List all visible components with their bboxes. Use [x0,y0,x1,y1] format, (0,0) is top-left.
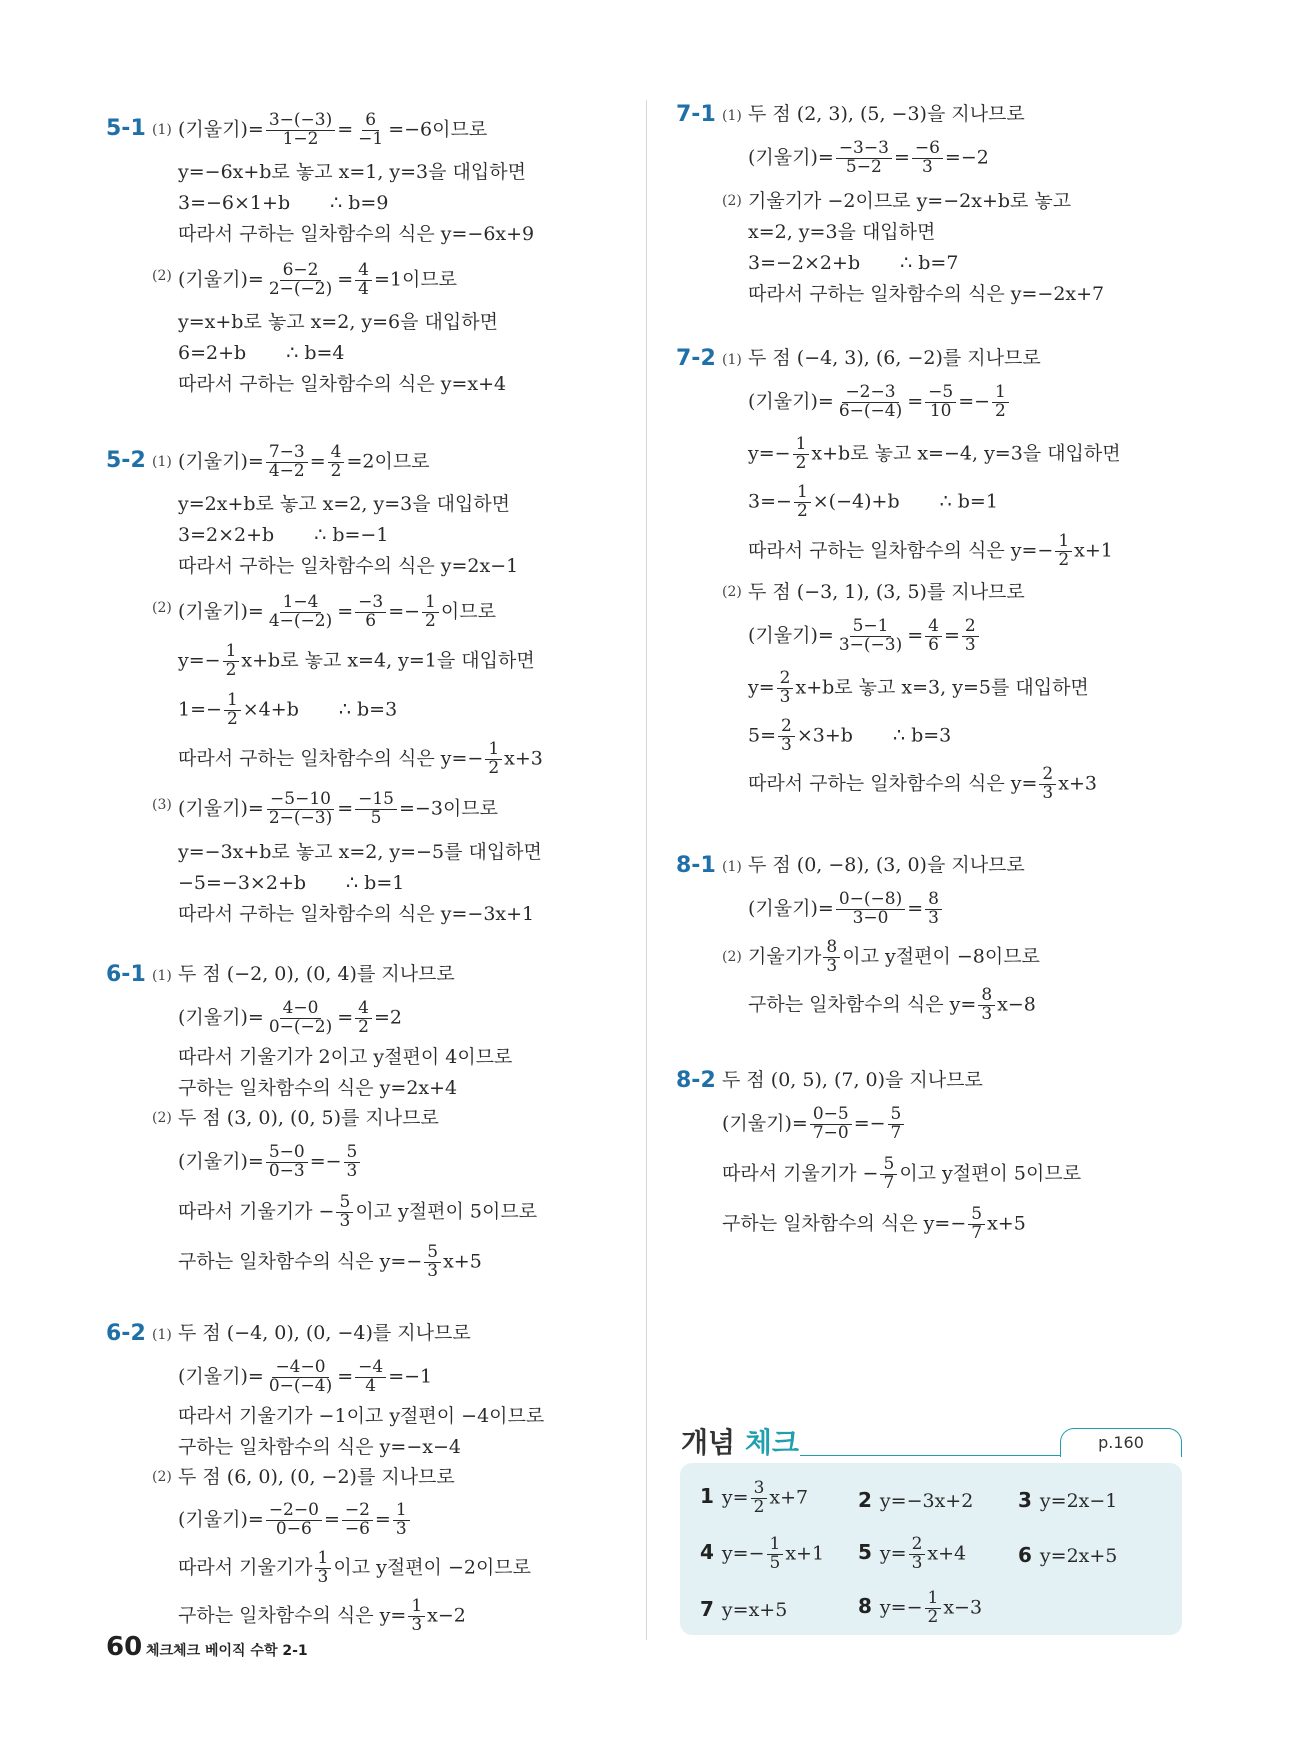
slope-line: (기울기)= $\frac{-3-3}{5-2}$ = $\frac{-6}{3}$ =−2 [748,138,989,177]
sub-label: (1) [722,859,742,875]
text-line: 따라서 구하는 일차함수의 식은 y=x+4 [178,373,507,395]
text-line: 두 점 (2, 3), (5, −3)을 지나므로 [748,103,1025,125]
answer-item: 5 y= $\frac{2}{3}$ x+4 [858,1534,967,1573]
answer-item: 6 y=2x+5 [1018,1543,1118,1567]
text-line: 두 점 (−3, 1), (3, 5)를 지나므로 [748,581,1025,603]
text-line: 따라서 구하는 일차함수의 식은 y=− $\frac{1}{2}$ x+1 [748,531,1113,570]
answer-item: 1 y= $\frac{3}{2}$ x+7 [700,1478,809,1517]
answer-item: 3 y=2x−1 [1018,1488,1118,1512]
answer-item: 8 y=− $\frac{1}{2}$ x−3 [858,1588,983,1627]
text-line: −5=−3×2+b ∴ b=1 [178,872,405,894]
problem-number: 8-1 [676,853,716,878]
sub-label: (1) [722,352,742,368]
text-line: 두 점 (6, 0), (0, −2)를 지나므로 [178,1466,455,1488]
text-line: 따라서 기울기가 −1이고 y절편이 −4이므로 [178,1405,545,1427]
text-line: 구하는 일차함수의 식은 y=− $\frac{5}{3}$ x+5 [178,1242,482,1281]
text-line: 따라서 구하는 일차함수의 식은 y=2x−1 [178,555,519,577]
text-line: 두 점 (0, −8), (3, 0)을 지나므로 [748,854,1025,876]
column-divider [646,100,647,1640]
sub-label: (1) [152,968,172,984]
text-line: 두 점 (−4, 3), (6, −2)를 지나므로 [748,347,1041,369]
text-line: 구하는 일차함수의 식은 y= $\frac{8}{3}$ x−8 [748,985,1036,1024]
text-line: 두 점 (−4, 0), (0, −4)를 지나므로 [178,1322,471,1344]
text-line: 3=2×2+b ∴ b=−1 [178,524,389,546]
slope-line: (기울기)= $\frac{3-(-3)}{1-2}$ = $\frac{6}{-1}$ =−6이므로 [178,110,488,149]
slope-line: (기울기)= $\frac{7-3}{4-2}$ = $\frac{4}{2}$ =2이므로 [178,442,430,481]
text-line: y=− $\frac{1}{2}$ x+b로 놓고 x=−4, y=3을 대입하면 [748,434,1121,473]
slope-line: (기울기)= $\frac{0-5}{7-0}$ =− $\frac{5}{7}$ [722,1106,906,1143]
text-line: 따라서 구하는 일차함수의 식은 y=−2x+7 [748,283,1105,305]
text-line: 따라서 구하는 일차함수의 식은 y=−3x+1 [178,903,535,925]
slope-line: (기울기)= $\frac{-2-0}{0-6}$ = $\frac{-2}{-6}$ = $\frac{1}{3}$ [178,1502,412,1539]
text-line: 따라서 구하는 일차함수의 식은 y=−6x+9 [178,223,535,245]
slope-line: (기울기)= $\frac{5-0}{0-3}$ =− $\frac{5}{3}$ [178,1144,362,1181]
sub-label: (1) [152,1327,172,1343]
text-line: 기울기가 $\frac{8}{3}$ 이고 y절편이 −8이므로 [748,937,1040,976]
text-line: 3=−2×2+b ∴ b=7 [748,252,959,274]
slope-line: (기울기)= $\frac{6-2}{2-(-2)}$ = $\frac{4}{4}$ =1이므로 [178,260,458,299]
answer-item: 4 y=− $\frac{1}{5}$ x+1 [700,1534,825,1573]
text-line: 구하는 일차함수의 식은 y=2x+4 [178,1077,458,1099]
text-line: x=2, y=3을 대입하면 [748,221,936,243]
text-line: 따라서 기울기가 − $\frac{5}{3}$ 이고 y절편이 5이므로 [178,1192,538,1231]
sub-label: (2) [152,1469,172,1485]
problem-number: 6-1 [106,962,146,987]
slope-line: (기울기)= $\frac{0-(-8)}{3-0}$ = $\frac{8}{3}$ [748,891,944,928]
problem-number: 5-2 [106,448,146,473]
sub-label: (1) [152,454,172,470]
problem-number: 7-2 [676,346,716,371]
text-line: y= $\frac{2}{3}$ x+b로 놓고 x=3, y=5를 대입하면 [748,668,1089,707]
slope-line: (기울기)= $\frac{-4-0}{0-(-4)}$ = $\frac{-4}{4}$ =−1 [178,1357,433,1396]
slope-line: (기울기)= $\frac{1-4}{4-(-2)}$ = $\frac{-3}{6}$ =− $\frac{1}{2}$ 이므로 [178,592,496,631]
text-line: 따라서 구하는 일차함수의 식은 y= $\frac{2}{3}$ x+3 [748,764,1097,803]
text-line: 3=− $\frac{1}{2}$ ×(−4)+b ∴ b=1 [748,482,998,521]
sub-label: (1) [722,108,742,124]
text-line: 두 점 (0, 5), (7, 0)을 지나므로 [722,1069,983,1091]
sub-label: (2) [152,268,172,284]
text-line: 5= $\frac{2}{3}$ ×3+b ∴ b=3 [748,716,952,755]
problem-number: 6-2 [106,1321,146,1346]
text-line: 1=− $\frac{1}{2}$ ×4+b ∴ b=3 [178,690,398,729]
sub-label: (2) [722,193,742,209]
book-title: 체크체크 베이직 수학 2-1 [146,1643,308,1659]
text-line: y=− $\frac{1}{2}$ x+b로 놓고 x=4, y=1을 대입하면 [178,641,535,680]
text-line: y=−3x+b로 놓고 x=2, y=−5를 대입하면 [178,841,542,863]
concept-check-title: 개념 체크 [681,1426,799,1459]
text-line: y=−6x+b로 놓고 x=1, y=3을 대입하면 [178,161,526,183]
answer-item: 7 y=x+5 [700,1597,788,1621]
text-line: 구하는 일차함수의 식은 y= $\frac{1}{3}$ x−2 [178,1596,466,1635]
text-line: 따라서 기울기가 $\frac{1}{3}$ 이고 y절편이 −2이므로 [178,1548,532,1587]
sub-label: (2) [722,584,742,600]
text-line: y=x+b로 놓고 x=2, y=6을 대입하면 [178,311,498,333]
problem-number: 7-1 [676,102,716,127]
slope-line: (기울기)= $\frac{-5-10}{2-(-3)}$ = $\frac{-15}{5}$ =−3이므로 [178,789,499,828]
text-line: 6=2+b ∴ b=4 [178,342,345,364]
text-line: 구하는 일차함수의 식은 y=−x−4 [178,1436,461,1458]
text-line: 따라서 기울기가 − $\frac{5}{7}$ 이고 y절편이 5이므로 [722,1154,1082,1193]
problem-number: 8-2 [676,1068,716,1093]
answer-item: 2 y=−3x+2 [858,1488,974,1512]
slope-line: (기울기)= $\frac{4-0}{0-(-2)}$ = $\frac{4}{2}$ =2 [178,998,402,1037]
text-line: 따라서 기울기가 2이고 y절편이 4이므로 [178,1046,513,1068]
sub-label: (1) [152,122,172,138]
page-number: 60 [106,1632,143,1662]
sub-label: (3) [152,797,172,813]
problem-number: 5-1 [106,116,146,141]
text-line: 구하는 일차함수의 식은 y=− $\frac{5}{7}$ x+5 [722,1204,1026,1243]
text-line: 기울기가 −2이므로 y=−2x+b로 놓고 [748,190,1072,212]
text-line: 두 점 (3, 0), (0, 5)를 지나므로 [178,1107,439,1129]
title-underline [800,1455,1060,1456]
page-reference: p.160 [1060,1428,1182,1457]
sub-label: (2) [152,600,172,616]
text-line: y=2x+b로 놓고 x=2, y=3을 대입하면 [178,493,511,515]
text-line: 3=−6×1+b ∴ b=9 [178,192,389,214]
slope-line: (기울기)= $\frac{-2-3}{6-(-4)}$ = $\frac{-5}{10}$ =− $\frac{1}{2}$ [748,384,1011,421]
slope-line: (기울기)= $\frac{5-1}{3-(-3)}$ = $\frac{4}{6}$ = $\frac{2}{3}$ [748,618,981,655]
text-line: 따라서 구하는 일차함수의 식은 y=− $\frac{1}{2}$ x+3 [178,739,543,778]
sub-label: (2) [722,949,742,965]
text-line: 두 점 (−2, 0), (0, 4)를 지나므로 [178,963,455,985]
sub-label: (2) [152,1110,172,1126]
